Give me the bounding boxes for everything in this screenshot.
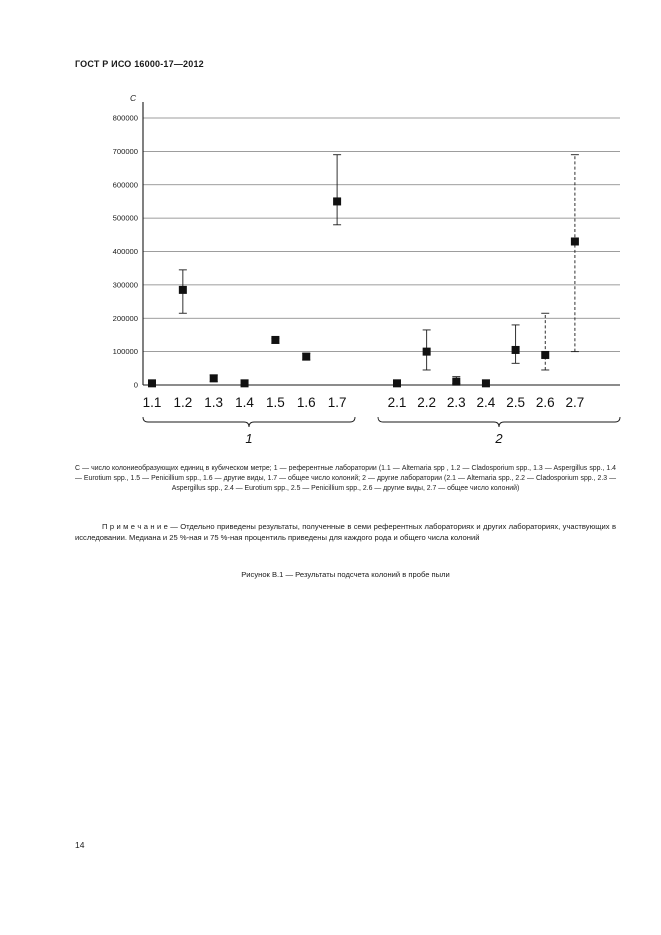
median-marker xyxy=(241,379,249,387)
data-point xyxy=(148,379,156,387)
median-marker xyxy=(302,353,310,361)
y-tick-label: 800000 xyxy=(112,113,138,123)
data-point xyxy=(482,379,490,387)
data-point xyxy=(179,270,187,313)
median-marker xyxy=(541,351,549,359)
x-tick-label: 2.1 xyxy=(387,395,407,410)
note-paragraph: П р и м е ч а н и е — Отдельно приведены результаты, полученные в семи референтных лабораториях и других лабораториях, участвующих в исследовании. Медиана и 25 %-ная и 75 %-ная процентиль приведены для каждого рода и общего числа колоний xyxy=(75,522,616,543)
document-header: ГОСТ Р ИСО 16000-17—2012 xyxy=(75,59,204,69)
group-label: 2 xyxy=(495,431,503,446)
data-point xyxy=(241,379,249,387)
x-tick-label: 2.7 xyxy=(565,395,585,410)
data-point xyxy=(571,155,579,352)
y-tick-label: 700000 xyxy=(112,146,138,156)
y-axis-label: С xyxy=(130,93,137,103)
median-marker xyxy=(210,374,218,382)
figure-legend: С — число колониеобразующих единиц в кубическом метре; 1 — референтные лаборатории (1.1 — Alternaria spp , 1.2 — Cladosporium spp., 1.3 — Aspergillus spp., 1.4 — Eurotium spp., 1.5 — Penicillium spp., 1.6 — другие виды, 1.7 — общее число колоний; 2 — другие лаборатории (2.1 — Alternaria spp., 2.2 — Cladosporium spp., 2.3 — Aspergillus spp., 2.4 — Eurotium spp., 2.5 — Penicillium spp., 2.6 — другие виды, 2.7 — общее число колоний) xyxy=(75,465,616,493)
median-marker xyxy=(393,379,401,387)
data-point xyxy=(423,330,431,370)
y-tick-label: 500000 xyxy=(112,213,138,223)
median-marker xyxy=(452,378,460,386)
x-tick-label: 2.6 xyxy=(535,395,555,410)
y-tick-label: 400000 xyxy=(112,247,138,257)
y-tick-label: 200000 xyxy=(112,313,138,323)
y-tick-label: 600000 xyxy=(112,180,138,190)
colony-count-chart xyxy=(85,90,630,462)
x-tick-label: 2.5 xyxy=(506,395,525,410)
x-tick-label: 2.4 xyxy=(476,395,496,410)
data-point xyxy=(541,313,549,370)
x-tick-label: 1.2 xyxy=(173,395,193,410)
median-marker xyxy=(571,237,579,245)
data-point xyxy=(452,377,460,386)
data-point xyxy=(271,336,279,344)
group-brace xyxy=(143,417,355,427)
y-tick-label: 300000 xyxy=(112,280,138,290)
data-point xyxy=(210,374,218,382)
median-marker xyxy=(482,379,490,387)
x-tick-label: 1.7 xyxy=(327,395,347,410)
median-marker xyxy=(148,379,156,387)
data-point xyxy=(333,155,341,225)
data-point xyxy=(512,325,520,363)
chart-svg xyxy=(85,90,630,462)
x-tick-label: 1.5 xyxy=(266,395,285,410)
group-label: 1 xyxy=(245,431,253,446)
data-point xyxy=(302,353,310,361)
data-point xyxy=(393,379,401,387)
page-number: 14 xyxy=(75,840,85,850)
y-tick-label: 0 xyxy=(133,380,138,390)
x-tick-label: 1.3 xyxy=(204,395,224,410)
group-brace xyxy=(378,417,620,427)
x-tick-label: 1.6 xyxy=(296,395,316,410)
median-marker xyxy=(179,286,187,294)
median-marker xyxy=(512,346,520,354)
median-marker xyxy=(333,197,341,205)
median-marker xyxy=(423,348,431,356)
y-tick-label: 100000 xyxy=(112,347,138,357)
median-marker xyxy=(271,336,279,344)
x-tick-label: 1.4 xyxy=(235,395,254,410)
figure-caption: Рисунок В.1 — Результаты подсчета колоний в пробе пыли xyxy=(241,570,450,579)
x-tick-label: 2.3 xyxy=(446,395,466,410)
x-tick-label: 2.2 xyxy=(417,395,437,410)
x-tick-label: 1.1 xyxy=(142,395,162,410)
